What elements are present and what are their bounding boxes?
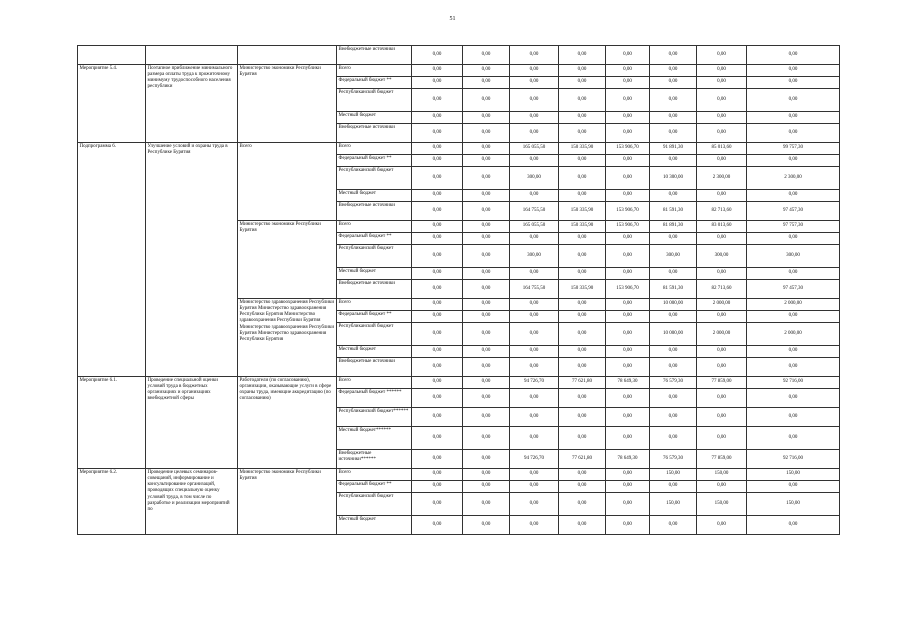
executor-cell: Министерство экономики Республики Бурятия	[238, 65, 337, 143]
value-cell: 0,00	[747, 233, 840, 245]
value-cell: 0,00	[747, 408, 840, 427]
value-cell: 150,00	[650, 493, 697, 516]
value-cell: 0,00	[650, 112, 697, 124]
funding-source-cell: Местный бюджет	[337, 112, 412, 124]
value-cell: 0,00	[559, 469, 606, 481]
value-cell: 0,00	[606, 65, 650, 77]
value-cell: 0,00	[650, 89, 697, 112]
value-cell: 0,00	[412, 377, 463, 389]
value-cell: 0,00	[412, 221, 463, 233]
value-cell: 0,00	[606, 493, 650, 516]
value-cell: 150 335,90	[559, 202, 606, 221]
value-cell: 0,00	[747, 358, 840, 377]
value-cell: 300,00	[510, 245, 559, 268]
value-cell: 300,00	[747, 245, 840, 268]
value-cell: 0,00	[559, 65, 606, 77]
funding-source-cell: Всего	[337, 143, 412, 155]
value-cell: 0,00	[559, 89, 606, 112]
value-cell: 0,00	[463, 167, 510, 190]
value-cell: 0,00	[559, 346, 606, 358]
value-cell: 0,00	[463, 77, 510, 89]
value-cell: 0,00	[747, 481, 840, 493]
value-cell: 0,00	[412, 358, 463, 377]
value-cell: 85 013,60	[697, 143, 747, 155]
executor-cell: Работодатели (по согласованию), организации, оказывающие услуги в сфере охраны труда, имеющие аккредитацию (по согласованию)	[238, 377, 337, 469]
value-cell: 0,00	[697, 516, 747, 535]
value-cell: 0,00	[510, 358, 559, 377]
value-cell: 0,00	[510, 155, 559, 167]
value-cell: 0,00	[412, 450, 463, 469]
page-number: 51	[449, 16, 456, 22]
executor-cell: Министерство экономики Республики Бурятия	[238, 221, 337, 299]
value-cell: 0,00	[559, 389, 606, 408]
value-cell: 150,00	[747, 469, 840, 481]
value-cell: 0,00	[463, 190, 510, 202]
value-cell: 0,00	[559, 493, 606, 516]
value-cell: 300,00	[697, 245, 747, 268]
value-cell: 0,00	[412, 46, 463, 65]
funding-source-cell: Федеральный бюджет ******	[337, 389, 412, 408]
value-cell: 0,00	[747, 268, 840, 280]
event-name-cell: Проведение целевых семинаров-совещаний, информирование и консультирование организаций, проводящих специальную оценку условий труда, в том числе по разработке и реализации мероприятий по	[146, 469, 238, 535]
value-cell: 0,00	[510, 469, 559, 481]
event-name-cell: Поэтапное приближение минимального размера оплаты труда к прожиточному минимуму трудоспособного населения республики	[146, 65, 238, 143]
value-cell: 300,00	[510, 167, 559, 190]
value-cell: 150,00	[650, 469, 697, 481]
value-cell: 94 726,70	[510, 377, 559, 389]
value-cell: 0,00	[606, 155, 650, 167]
value-cell: 0,00	[697, 112, 747, 124]
value-cell: 0,00	[510, 389, 559, 408]
funding-source-cell: Федеральный бюджет **	[337, 77, 412, 89]
funding-source-cell: Республиканский бюджет	[337, 493, 412, 516]
value-cell: 0,00	[697, 346, 747, 358]
value-cell: 0,00	[559, 112, 606, 124]
value-cell: 0,00	[697, 46, 747, 65]
value-cell: 10 000,00	[650, 323, 697, 346]
funding-source-cell: Всего	[337, 65, 412, 77]
value-cell: 0,00	[606, 469, 650, 481]
value-cell: 0,00	[747, 77, 840, 89]
event-name-cell: Проведение специальной оценки условий труда в бюджетных организациях и организациях внебюджетной сферы	[146, 377, 238, 469]
funding-source-cell: Внебюджетные источники	[337, 46, 412, 65]
event-id-cell: Мероприятие 5.4.	[78, 65, 146, 143]
value-cell: 0,00	[747, 516, 840, 535]
value-cell: 2 300,00	[747, 167, 840, 190]
value-cell: 0,00	[463, 346, 510, 358]
value-cell: 150,00	[697, 469, 747, 481]
event-id-cell: Мероприятие 6.1.	[78, 377, 146, 469]
value-cell: 0,00	[650, 311, 697, 323]
value-cell: 0,00	[412, 155, 463, 167]
value-cell: 0,00	[412, 408, 463, 427]
value-cell: 0,00	[463, 493, 510, 516]
funding-source-cell: Всего	[337, 469, 412, 481]
value-cell: 0,00	[697, 77, 747, 89]
funding-source-cell: Республиканский бюджет******	[337, 408, 412, 427]
value-cell: 0,00	[650, 427, 697, 450]
value-cell: 0,00	[412, 233, 463, 245]
value-cell: 0,00	[606, 358, 650, 377]
value-cell: 0,00	[606, 346, 650, 358]
funding-source-cell: Республиканский бюджет	[337, 167, 412, 190]
value-cell: 0,00	[412, 481, 463, 493]
funding-source-cell: Республиканский бюджет	[337, 89, 412, 112]
value-cell: 0,00	[606, 112, 650, 124]
value-cell: 0,00	[747, 89, 840, 112]
executor-cell: Министерство экономики Республики Бурятия	[238, 469, 337, 535]
value-cell: 0,00	[510, 516, 559, 535]
value-cell: 0,00	[606, 167, 650, 190]
value-cell: 0,00	[747, 124, 840, 143]
value-cell: 0,00	[412, 469, 463, 481]
value-cell: 99 757,30	[747, 143, 840, 155]
value-cell: 0,00	[463, 481, 510, 493]
value-cell: 2 300,00	[697, 167, 747, 190]
value-cell: 0,00	[463, 427, 510, 450]
value-cell: 153 906,70	[606, 202, 650, 221]
value-cell: 0,00	[606, 389, 650, 408]
value-cell: 2 000,00	[747, 323, 840, 346]
value-cell: 0,00	[412, 65, 463, 77]
value-cell: 0,00	[559, 311, 606, 323]
value-cell: 0,00	[510, 112, 559, 124]
event-name-cell	[146, 46, 238, 65]
value-cell: 81 891,30	[650, 221, 697, 233]
funding-source-cell: Республиканский бюджет	[337, 245, 412, 268]
value-cell: 0,00	[650, 233, 697, 245]
value-cell: 0,00	[559, 481, 606, 493]
funding-source-cell: Местный бюджет******	[337, 427, 412, 450]
funding-source-cell: Местный бюджет	[337, 268, 412, 280]
value-cell: 153 906,70	[606, 143, 650, 155]
value-cell: 0,00	[463, 233, 510, 245]
value-cell: 0,00	[606, 233, 650, 245]
value-cell: 0,00	[606, 427, 650, 450]
value-cell: 0,00	[463, 221, 510, 233]
value-cell: 164 755,50	[510, 280, 559, 299]
value-cell: 0,00	[463, 143, 510, 155]
value-cell: 0,00	[510, 89, 559, 112]
value-cell: 0,00	[747, 427, 840, 450]
value-cell: 0,00	[510, 299, 559, 311]
value-cell: 0,00	[463, 245, 510, 268]
value-cell: 0,00	[510, 323, 559, 346]
value-cell: 153 906,70	[606, 280, 650, 299]
table-row	[78, 377, 840, 389]
value-cell: 0,00	[559, 245, 606, 268]
value-cell: 0,00	[412, 346, 463, 358]
value-cell: 77 859,00	[697, 377, 747, 389]
event-name-cell: Улучшение условий и охраны труда в Республике Бурятия	[146, 143, 238, 377]
value-cell: 0,00	[747, 65, 840, 77]
value-cell: 0,00	[559, 516, 606, 535]
executor-cell: Министерство здравоохранения Республики Бурятия Министерство здравоохранения Республики Бурятия Министерство здравоохранения Республики Бурятия Министерство здравоохранения Республики Бурятия Министерство здравоохранения Республики Бурятия	[238, 299, 337, 377]
executor-cell	[238, 46, 337, 65]
value-cell: 0,00	[747, 46, 840, 65]
value-cell: 0,00	[463, 311, 510, 323]
value-cell: 0,00	[559, 46, 606, 65]
funding-source-cell: Всего	[337, 221, 412, 233]
funding-source-cell: Всего	[337, 299, 412, 311]
value-cell: 0,00	[510, 493, 559, 516]
value-cell: 0,00	[412, 427, 463, 450]
value-cell: 0,00	[463, 280, 510, 299]
value-cell: 97 457,30	[747, 280, 840, 299]
value-cell: 0,00	[650, 155, 697, 167]
value-cell: 0,00	[697, 358, 747, 377]
value-cell: 0,00	[412, 268, 463, 280]
value-cell: 0,00	[510, 65, 559, 77]
value-cell: 0,00	[650, 190, 697, 202]
value-cell: 0,00	[412, 323, 463, 346]
value-cell: 0,00	[412, 167, 463, 190]
value-cell: 0,00	[606, 299, 650, 311]
value-cell: 0,00	[510, 408, 559, 427]
value-cell: 0,00	[697, 268, 747, 280]
value-cell: 150,00	[747, 493, 840, 516]
value-cell: 0,00	[559, 233, 606, 245]
value-cell: 0,00	[463, 469, 510, 481]
funding-source-cell: Местный бюджет	[337, 346, 412, 358]
value-cell: 0,00	[606, 89, 650, 112]
value-cell: 0,00	[697, 427, 747, 450]
value-cell: 0,00	[510, 481, 559, 493]
value-cell: 0,00	[510, 427, 559, 450]
value-cell: 92 716,00	[747, 377, 840, 389]
value-cell: 0,00	[606, 245, 650, 268]
value-cell: 0,00	[697, 389, 747, 408]
value-cell: 0,00	[606, 268, 650, 280]
value-cell: 10 300,00	[650, 167, 697, 190]
table-row	[78, 65, 840, 77]
event-id-cell	[78, 46, 146, 65]
value-cell: 0,00	[463, 155, 510, 167]
value-cell: 0,00	[747, 311, 840, 323]
value-cell: 0,00	[606, 46, 650, 65]
value-cell: 0,00	[463, 299, 510, 311]
value-cell: 92 716,00	[747, 450, 840, 469]
value-cell: 0,00	[412, 280, 463, 299]
value-cell: 150 335,90	[559, 143, 606, 155]
value-cell: 97 757,30	[747, 221, 840, 233]
funding-source-cell: Республиканский бюджет	[337, 323, 412, 346]
value-cell: 0,00	[697, 481, 747, 493]
table-body	[78, 46, 840, 535]
funding-source-cell: Внебюджетные источники	[337, 358, 412, 377]
value-cell: 0,00	[463, 450, 510, 469]
value-cell: 164 755,50	[510, 202, 559, 221]
value-cell: 0,00	[510, 190, 559, 202]
value-cell: 0,00	[606, 311, 650, 323]
budget-table	[77, 45, 840, 535]
value-cell: 0,00	[463, 323, 510, 346]
value-cell: 76 579,30	[650, 450, 697, 469]
value-cell: 0,00	[463, 112, 510, 124]
value-cell: 78 649,30	[606, 377, 650, 389]
value-cell: 0,00	[606, 190, 650, 202]
funding-source-cell: Местный бюджет	[337, 190, 412, 202]
executor-cell: Всего	[238, 143, 337, 221]
value-cell: 0,00	[650, 516, 697, 535]
value-cell: 0,00	[412, 516, 463, 535]
value-cell: 0,00	[412, 311, 463, 323]
value-cell: 0,00	[606, 124, 650, 143]
value-cell: 0,00	[510, 346, 559, 358]
value-cell: 0,00	[463, 65, 510, 77]
event-id-cell: Мероприятие 6.2.	[78, 469, 146, 535]
value-cell: 0,00	[697, 124, 747, 143]
value-cell: 0,00	[463, 389, 510, 408]
funding-source-cell: Внебюджетные источники******	[337, 450, 412, 469]
value-cell: 0,00	[510, 311, 559, 323]
value-cell: 0,00	[463, 516, 510, 535]
table-row	[78, 46, 840, 65]
value-cell: 78 649,30	[606, 450, 650, 469]
funding-source-cell: Федеральный бюджет **	[337, 155, 412, 167]
table-row	[78, 469, 840, 481]
value-cell: 0,00	[697, 155, 747, 167]
value-cell: 0,00	[650, 268, 697, 280]
value-cell: 0,00	[650, 481, 697, 493]
event-id-cell: Подпрограмма 6.	[78, 143, 146, 377]
value-cell: 0,00	[650, 389, 697, 408]
value-cell: 0,00	[559, 124, 606, 143]
value-cell: 10 000,00	[650, 299, 697, 311]
value-cell: 0,00	[747, 112, 840, 124]
value-cell: 0,00	[559, 190, 606, 202]
value-cell: 0,00	[412, 124, 463, 143]
value-cell: 0,00	[606, 77, 650, 89]
value-cell: 91 891,30	[650, 143, 697, 155]
value-cell: 0,00	[463, 124, 510, 143]
value-cell: 0,00	[559, 155, 606, 167]
value-cell: 0,00	[650, 77, 697, 89]
value-cell: 0,00	[747, 389, 840, 408]
value-cell: 0,00	[606, 323, 650, 346]
value-cell: 81 591,30	[650, 202, 697, 221]
value-cell: 0,00	[412, 245, 463, 268]
value-cell: 0,00	[463, 377, 510, 389]
value-cell: 82 713,60	[697, 202, 747, 221]
value-cell: 0,00	[412, 89, 463, 112]
value-cell: 0,00	[606, 481, 650, 493]
value-cell: 77 621,80	[559, 377, 606, 389]
value-cell: 2 000,00	[697, 299, 747, 311]
funding-source-cell: Местный бюджет	[337, 516, 412, 535]
value-cell: 0,00	[559, 358, 606, 377]
value-cell: 0,00	[697, 311, 747, 323]
value-cell: 0,00	[697, 190, 747, 202]
funding-source-cell: Всего	[337, 377, 412, 389]
value-cell: 150,00	[697, 493, 747, 516]
value-cell: 0,00	[650, 346, 697, 358]
value-cell: 0,00	[412, 77, 463, 89]
value-cell: 0,00	[697, 408, 747, 427]
value-cell: 0,00	[559, 323, 606, 346]
value-cell: 0,00	[747, 190, 840, 202]
value-cell: 153 906,70	[606, 221, 650, 233]
value-cell: 82 713,60	[697, 280, 747, 299]
value-cell: 0,00	[606, 408, 650, 427]
table-row	[78, 143, 840, 155]
value-cell: 0,00	[559, 167, 606, 190]
funding-source-cell: Федеральный бюджет **	[337, 311, 412, 323]
value-cell: 81 591,30	[650, 280, 697, 299]
value-cell: 0,00	[697, 65, 747, 77]
value-cell: 0,00	[463, 46, 510, 65]
value-cell: 97 457,30	[747, 202, 840, 221]
value-cell: 0,00	[697, 233, 747, 245]
value-cell: 0,00	[463, 408, 510, 427]
value-cell: 76 579,30	[650, 377, 697, 389]
value-cell: 150 335,90	[559, 280, 606, 299]
value-cell: 0,00	[559, 77, 606, 89]
value-cell: 0,00	[463, 202, 510, 221]
value-cell: 0,00	[606, 516, 650, 535]
value-cell: 0,00	[650, 46, 697, 65]
value-cell: 0,00	[463, 268, 510, 280]
value-cell: 0,00	[510, 233, 559, 245]
value-cell: 77 859,00	[697, 450, 747, 469]
value-cell: 0,00	[463, 358, 510, 377]
value-cell: 0,00	[510, 268, 559, 280]
value-cell: 0,00	[650, 408, 697, 427]
value-cell: 0,00	[697, 89, 747, 112]
value-cell: 0,00	[650, 65, 697, 77]
value-cell: 300,00	[650, 245, 697, 268]
funding-source-cell: Федеральный бюджет **	[337, 233, 412, 245]
funding-source-cell: Внебюджетные источники	[337, 280, 412, 299]
value-cell: 0,00	[412, 143, 463, 155]
value-cell: 0,00	[510, 124, 559, 143]
value-cell: 165 055,50	[510, 221, 559, 233]
value-cell: 77 621,80	[559, 450, 606, 469]
value-cell: 0,00	[559, 408, 606, 427]
value-cell: 0,00	[559, 427, 606, 450]
value-cell: 0,00	[559, 268, 606, 280]
value-cell: 0,00	[412, 493, 463, 516]
value-cell: 94 726,70	[510, 450, 559, 469]
value-cell: 165 055,50	[510, 143, 559, 155]
value-cell: 0,00	[412, 299, 463, 311]
value-cell: 0,00	[463, 89, 510, 112]
value-cell: 0,00	[747, 155, 840, 167]
value-cell: 0,00	[510, 46, 559, 65]
value-cell: 83 013,60	[697, 221, 747, 233]
value-cell: 0,00	[412, 202, 463, 221]
value-cell: 0,00	[412, 389, 463, 408]
value-cell: 0,00	[747, 346, 840, 358]
value-cell: 0,00	[559, 299, 606, 311]
value-cell: 0,00	[650, 358, 697, 377]
value-cell: 0,00	[412, 112, 463, 124]
funding-source-cell: Внебюджетные источники	[337, 202, 412, 221]
funding-source-cell: Внебюджетные источники	[337, 124, 412, 143]
value-cell: 0,00	[650, 124, 697, 143]
value-cell: 0,00	[412, 190, 463, 202]
value-cell: 2 000,00	[697, 323, 747, 346]
value-cell: 2 000,00	[747, 299, 840, 311]
value-cell: 150 335,90	[559, 221, 606, 233]
funding-source-cell: Федеральный бюджет **	[337, 481, 412, 493]
value-cell: 0,00	[510, 77, 559, 89]
